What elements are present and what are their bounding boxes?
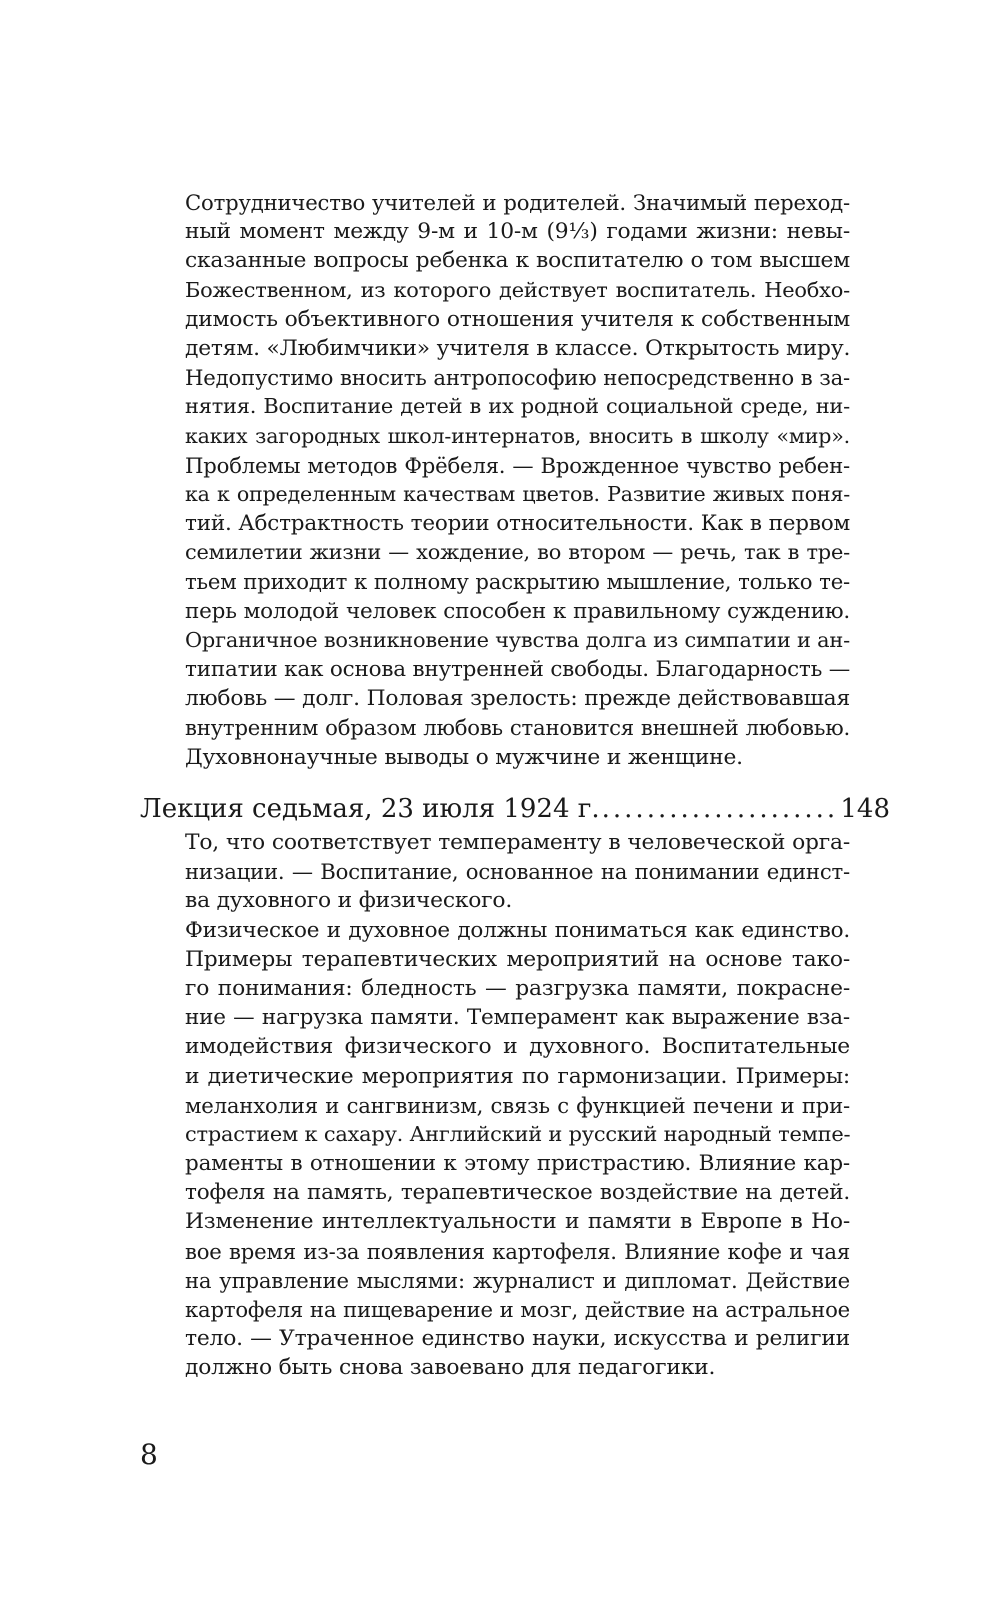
summary-line: Физическое и духовное должны пониматься как единство.: [185, 917, 850, 943]
summary-line: ние — нагрузка памяти. Темперамент как выражение вза-: [185, 1005, 850, 1031]
summary-line: на управление мыслями: журналист и дипломат. Действие: [185, 1267, 850, 1293]
summary-line: низации. — Воспитание, основанное на понимании единст-: [185, 859, 850, 885]
summary-line: любовь — долг. Половая зрелость: прежде действовавшая: [185, 686, 850, 712]
toc-entry-lecture-seven[interactable]: [140, 792, 890, 826]
summary-line: нятия. Воспитание детей в их родной социальной среде, ни-: [185, 394, 850, 419]
summary-line: ный момент между 9-м и 10-м (9⅓) годами жизни: невы-: [185, 219, 850, 245]
toc-entry-title: Лекция седьмая, 23 июля 1924 г.: [140, 794, 600, 824]
summary-line: тело. — Утраченное единство науки, искусства и религии: [185, 1326, 850, 1352]
summary-line: го понимания: бледность — разгрузка памяти, покрасне-: [185, 975, 850, 1001]
summary-line: ка к определенным качествам цветов. Развитие живых поня-: [185, 481, 850, 506]
summary-line: тий. Абстрактность теории относительности. Как в первом: [185, 511, 850, 537]
summary-line: тьем приходит к полному раскрытию мышление, только те-: [185, 569, 850, 595]
summary-line: Недопустимо вносить антропософию непосредственно в за-: [185, 365, 850, 391]
page-number: 8: [140, 1438, 158, 1471]
summary-line: Изменение интеллектуальности и памяти в Европе в Но-: [185, 1209, 850, 1235]
toc-entry-page-number: 148: [840, 794, 890, 824]
summary-line: Проблемы методов Фрёбеля. — Врожденное чувство ребен-: [185, 452, 850, 478]
summary-line: перь молодой человек способен к правильному суждению.: [185, 598, 850, 624]
summary-line: семилетии жизни — хождение, во втором — речь, так в тре-: [185, 540, 850, 565]
summary-line: внутренним образом любовь становится внешней любовью.: [185, 715, 850, 741]
summary-line: каких загородных школ-интернатов, вносить в школу «мир».: [185, 423, 850, 448]
summary-line: имодействия физического и духовного. Воспитательные: [185, 1034, 850, 1060]
summary-line: картофеля на пищеварение и мозг, действие на астральное: [185, 1297, 850, 1322]
summary-line: страстием к сахару. Английский и русский народный темпе-: [185, 1121, 851, 1146]
summary-continued: [185, 188, 850, 772]
summary-line: меланхолия и сангвинизм, связь с функцией печени и при-: [185, 1092, 850, 1118]
summary-line: должно быть снова завоевано для педагогики.: [185, 1355, 716, 1381]
summary-line: Духовнонаучные выводы о мужчине и женщине.: [185, 744, 743, 770]
summary-line: раменты в отношении к этому пристрастию. Влияние кар-: [185, 1151, 850, 1177]
summary-line: Сотрудничество учителей и родителей. Значимый переход-: [185, 190, 850, 215]
lecture-seven-summary: [185, 828, 850, 1383]
summary-line: вое время из-за появления картофеля. Влияние кофе и чая: [185, 1238, 850, 1264]
summary-line: тофеля на память, терапевтическое воздействие на детей.: [185, 1180, 850, 1206]
summary-line: То, что соответствует темпераменту в человеческой орга-: [185, 830, 850, 855]
summary-line: детям. «Любимчики» учителя в классе. Открытость миру.: [185, 335, 851, 361]
toc-leader-dots: [602, 792, 839, 826]
summary-line: ва духовного и физического.: [185, 888, 513, 914]
summary-line: димость объективного отношения учителя к собственным: [185, 306, 850, 332]
summary-line: Примеры терапевтических мероприятий на основе тако-: [185, 946, 850, 972]
summary-line: сказанные вопросы ребенка к воспитателю о том высшем: [185, 248, 850, 274]
summary-line: Божественном, из которого действует воспитатель. Необхо-: [185, 277, 850, 302]
summary-line: и диетические мероприятия по гармонизации. Примеры:: [185, 1063, 850, 1089]
summary-line: Органичное возникновение чувства долга из симпатии и ан-: [185, 627, 850, 652]
summary-line: типатии как основа внутренней свободы. Благодарность —: [185, 657, 851, 682]
